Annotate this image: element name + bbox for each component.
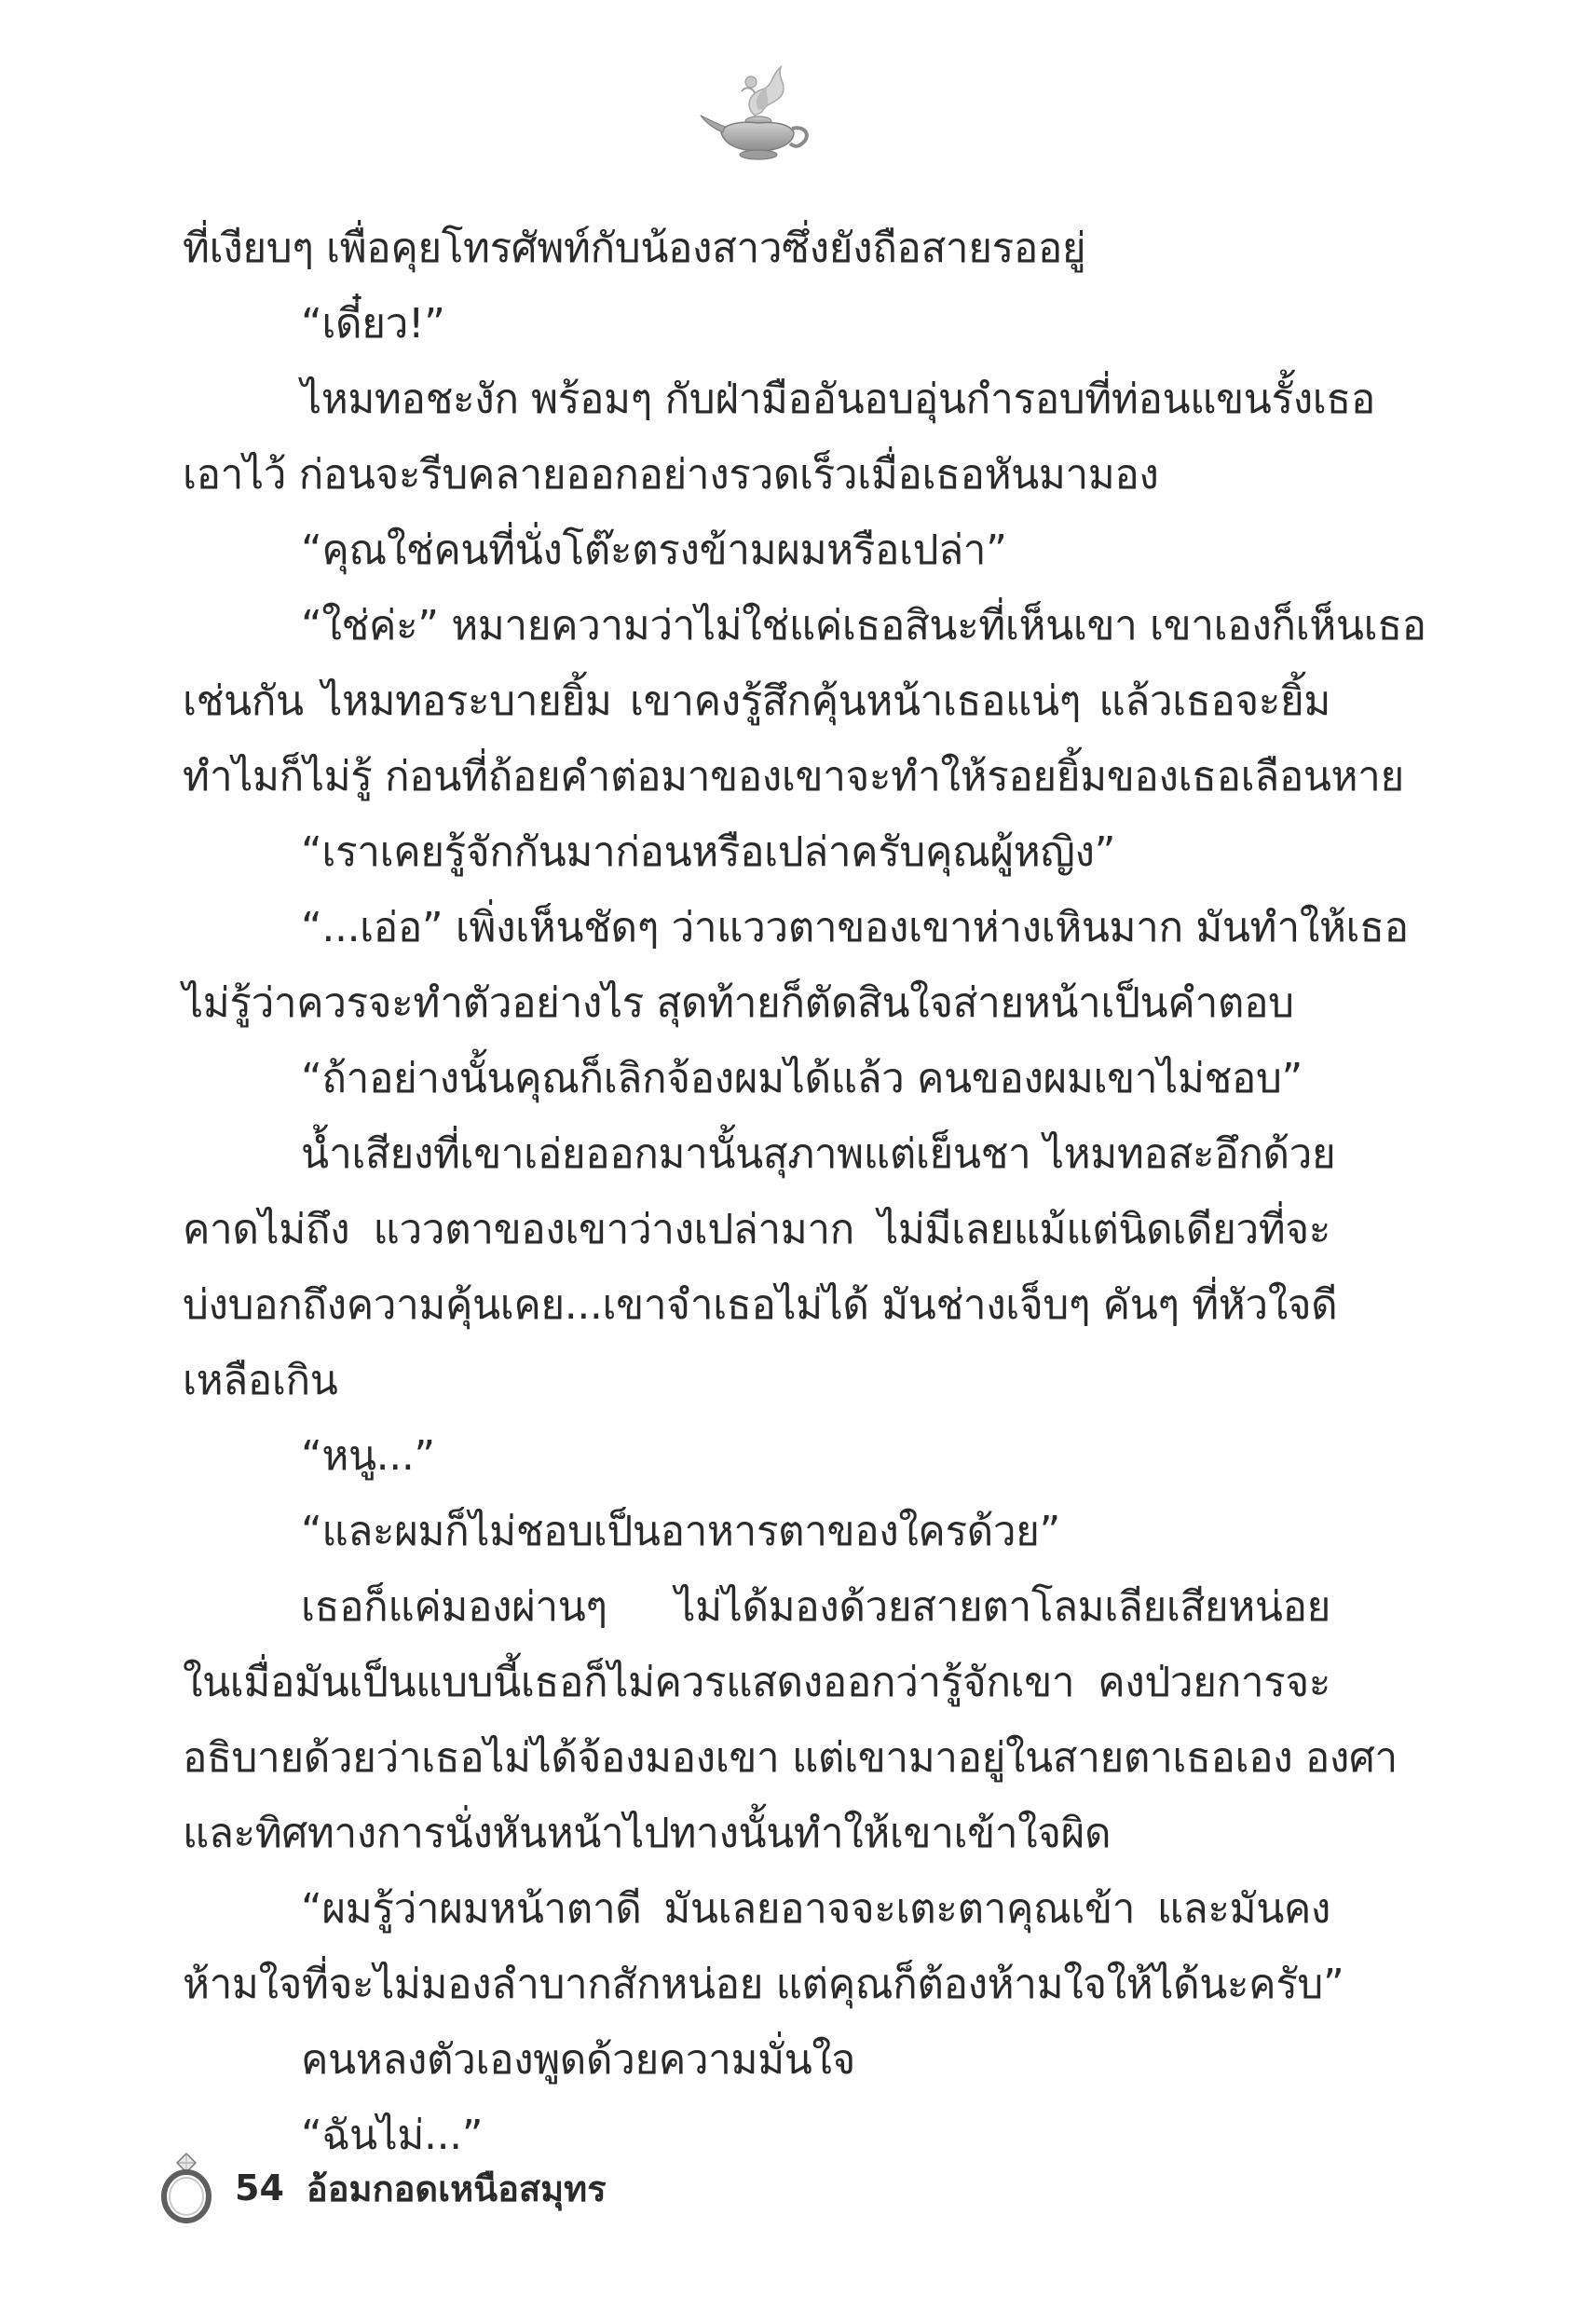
text-line: “ใช่ค่ะ” หมายความว่าไม่ใช่แค่เธอสินะที่เห็นเขา เขาเองก็เห็นเธอ xyxy=(301,602,1426,650)
text-line: “คุณใช่คนที่นั่งโต๊ะตรงข้ามผมหรือเปล่า” xyxy=(301,526,1007,574)
text-line: ห้ามใจที่จะไม่มองลำบากสักหน่อย แต่คุณก็ต้องห้ามใจให้ได้นะครับ” xyxy=(183,1961,1344,2008)
text-line: “ถ้าอย่างนั้นคุณก็เลิกจ้องผมได้แล้ว คนของผมเขาไม่ชอบ” xyxy=(301,1055,1303,1102)
text-line: บ่งบอกถึงความคุ้นเคย...เขาจำเธอไม่ได้ มันช่างเจ็บๆ คันๆ ที่หัวใจดี xyxy=(183,1281,1338,1329)
text-line: เช่นกัน ไหมทอระบายยิ้ม เขาคงรู้สึกคุ้นหน้าเธอแน่ๆ แล้วเธอจะยิ้ม xyxy=(183,677,1330,725)
text-line: เอาไว้ ก่อนจะรีบคลายออกอย่างรวดเร็วเมื่อเธอหันมามอง xyxy=(183,451,1159,499)
page-footer xyxy=(158,2151,607,2225)
text-line: คาดไม่ถึง แววตาของเขาว่างเปล่ามาก ไม่มีเลยแม้แต่นิดเดียวที่จะ xyxy=(183,1206,1330,1253)
page-number: 54 xyxy=(235,2167,284,2208)
text-line: ไหมทอชะงัก พร้อมๆ กับฝ่ามืออันอบอุ่นกำรอบที่ท่อนแขนรั้งเธอ xyxy=(301,376,1375,423)
text-line: ในเมื่อมันเป็นแบบนี้เธอก็ไม่ควรแสดงออกว่ารู้จักเขา คงป่วยการจะ xyxy=(183,1659,1330,1706)
text-line: เธอก็แค่มองผ่านๆ ไม่ได้มองด้วยสายตาโลมเลียเสียหน่อย xyxy=(301,1583,1330,1631)
text-line: น้ำเสียงที่เขาเอ่ยออกมานั้นสุภาพแต่เย็นชา ไหมทอสะอึกด้วย xyxy=(301,1130,1336,1178)
text-line: ทำไมก็ไม่รู้ ก่อนที่ถ้อยคำต่อมาของเขาจะทำให้รอยยิ้มของเธอเลือนหาย xyxy=(183,753,1404,800)
genie-lamp-icon xyxy=(697,58,818,170)
text-line: และทิศทางการนั่งหันหน้าไปทางนั้นทำให้เขาเข้าใจผิด xyxy=(183,1810,1112,1857)
text-line: อธิบายด้วยว่าเธอไม่ได้จ้องมองเขา แต่เขามาอยู่ในสายตาเธอเอง องศา xyxy=(183,1734,1398,1782)
text-line: “เราเคยรู้จักกันมาก่อนหรือเปล่าครับคุณผู้หญิง” xyxy=(301,828,1115,876)
book-title: อ้อมกอดเหนือสมุทร xyxy=(306,2167,607,2209)
text-line: “เดี๋ยว!” xyxy=(301,300,445,348)
text-line: ที่เงียบๆ เพื่อคุยโทรศัพท์กับน้องสาวซึ่งยังถือสายรออยู่ xyxy=(183,225,1086,272)
body-text xyxy=(183,211,1426,2173)
text-line: “และผมก็ไม่ชอบเป็นอาหารตาของใครด้วย” xyxy=(301,1508,1060,1555)
text-line: “ฉันไม่...” xyxy=(301,2112,484,2159)
text-line: “...เอ่อ” เพิ่งเห็นชัดๆ ว่าแววตาของเขาห่างเหินมาก มันทำให้เธอ xyxy=(301,904,1409,951)
text-line: “หนู...” xyxy=(301,1432,435,1480)
text-line: ไม่รู้ว่าควรจะทำตัวอย่างไร สุดท้ายก็ตัดสินใจส่ายหน้าเป็นคำตอบ xyxy=(183,979,1294,1027)
ring-icon xyxy=(158,2152,214,2224)
text-line: “ผมรู้ว่าผมหน้าตาดี มันเลยอาจจะเตะตาคุณเข้า และมันคง xyxy=(301,1885,1330,1933)
text-line: คนหลงตัวเองพูดด้วยความมั่นใจ xyxy=(301,2036,855,2084)
text-line: เหลือเกิน xyxy=(183,1357,338,1404)
